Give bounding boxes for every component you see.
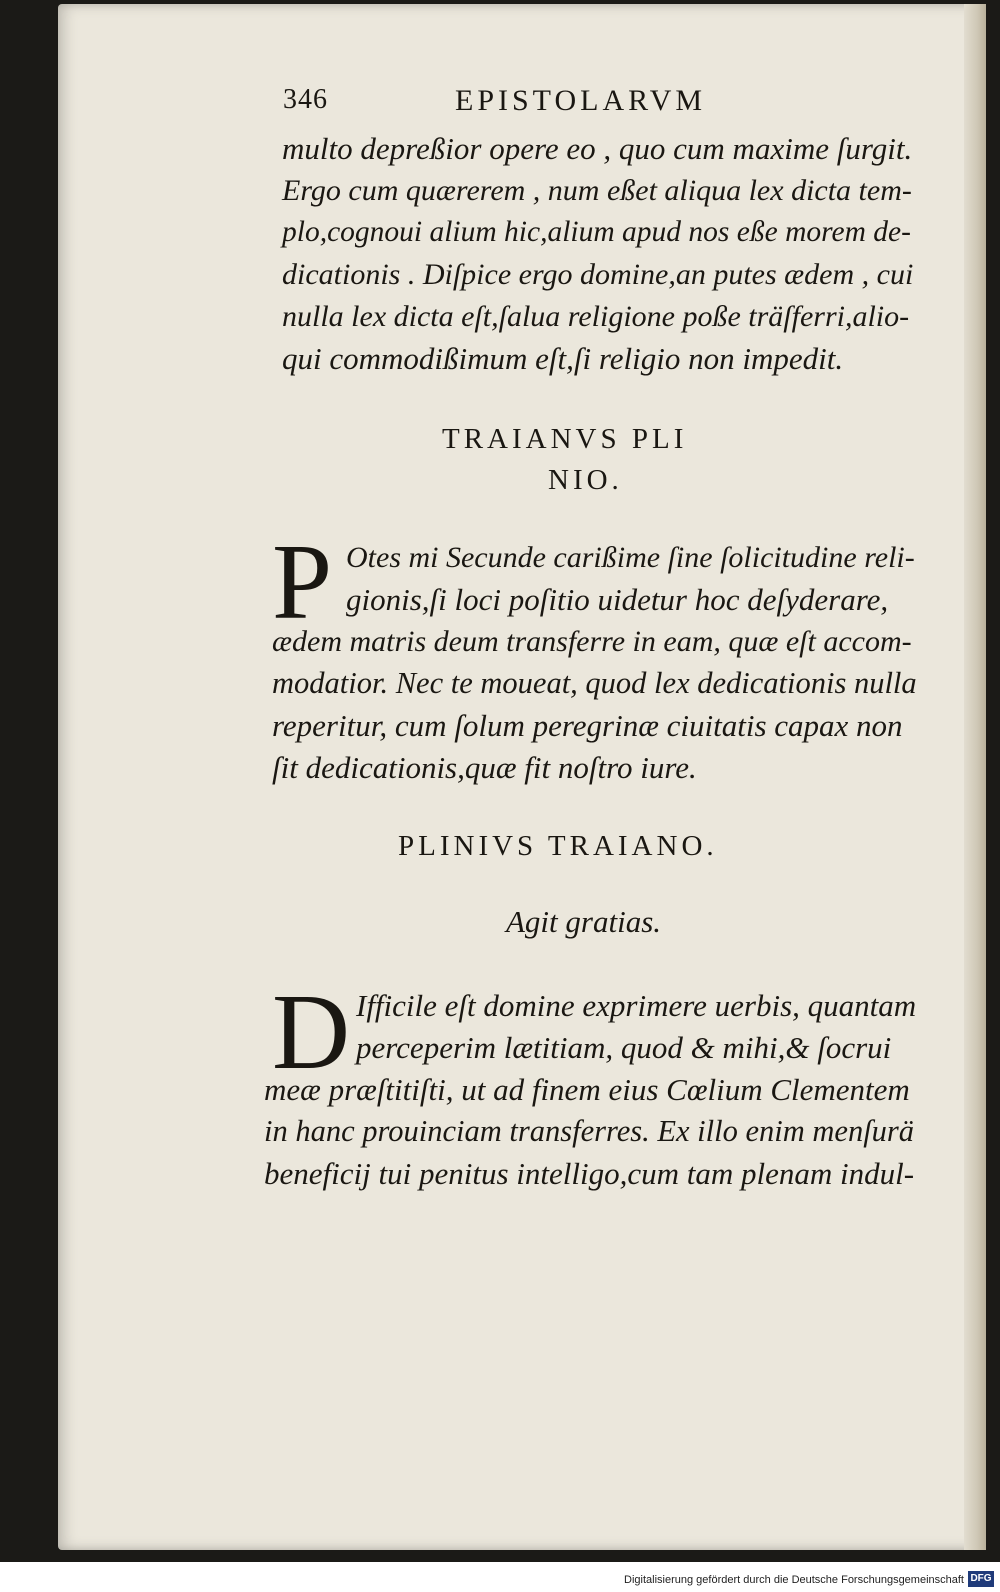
- letter2-line: reperitur, cum ſolum peregrinæ ciuitatis capax non: [272, 708, 903, 743]
- letter1-line: plo,cognoui alium hic,alium apud nos eße morem de-: [282, 216, 911, 248]
- letter1-line: dicationis . Diſpice ergo domine,an putes ædem , cui: [282, 258, 914, 291]
- heading-traianus-line1: TRAIANVS PLI: [442, 423, 688, 455]
- heading-plinius: PLINIVS TRAIANO.: [398, 830, 718, 862]
- letter1-line: qui commodißimum eſt,ſi religio non impedit.: [282, 341, 844, 376]
- page-number: 346: [283, 84, 328, 115]
- letter3-line: beneficij tui penitus intelligo,cum tam plenam indul-: [264, 1156, 915, 1191]
- dropcap-d: D: [272, 973, 350, 1092]
- letter3-line: in hanc prouinciam transferres. Ex illo enim menſurä: [264, 1114, 915, 1148]
- page-edge: [964, 4, 986, 1550]
- letter1-line: Ergo cum quærerem , num eßet aliqua lex dicta tem-: [282, 174, 912, 207]
- letter3-line: Ifficile eſt domine exprimere uerbis, quantam: [356, 988, 917, 1023]
- letter1-line: multo depreßior opere eo , quo cum maxime ſurgit.: [282, 131, 913, 166]
- letter2-line: ædem matris deum transferre in eam, quæ eſt accom-: [272, 625, 912, 658]
- letter3-line: meæ præſtitiſti, ut ad finem eius Cœlium Clementem: [264, 1072, 910, 1107]
- footer-credit: Digitalisierung gefördert durch die Deutsche Forschungsgemeinschaft: [624, 1574, 964, 1586]
- heading-subtitle: Agit gratias.: [506, 904, 662, 939]
- letter2-line: Otes mi Secunde carißime ſine ſolicitudine reli-: [346, 541, 915, 574]
- letter2-line: ſit dedicationis,quæ fit noſtro iure.: [272, 750, 697, 785]
- letter2-line: modatior. Nec te moueat, quod lex dedicationis nulla: [272, 666, 917, 700]
- letter3-line: perceperim lætitiam, quod & mihi,& ſocrui: [356, 1030, 892, 1065]
- dfg-logo: DFG: [968, 1571, 994, 1587]
- letter2-line: gionis,ſi loci poſitio uidetur hoc deſyderare,: [346, 582, 889, 617]
- letter1-line: nulla lex dicta eſt,ſalua religione poße träſferri,alio-: [282, 300, 910, 333]
- heading-traianus-line2: NIO.: [548, 464, 623, 496]
- dropcap-p: P: [272, 523, 333, 642]
- running-title: EPISTOLARVM: [455, 84, 707, 117]
